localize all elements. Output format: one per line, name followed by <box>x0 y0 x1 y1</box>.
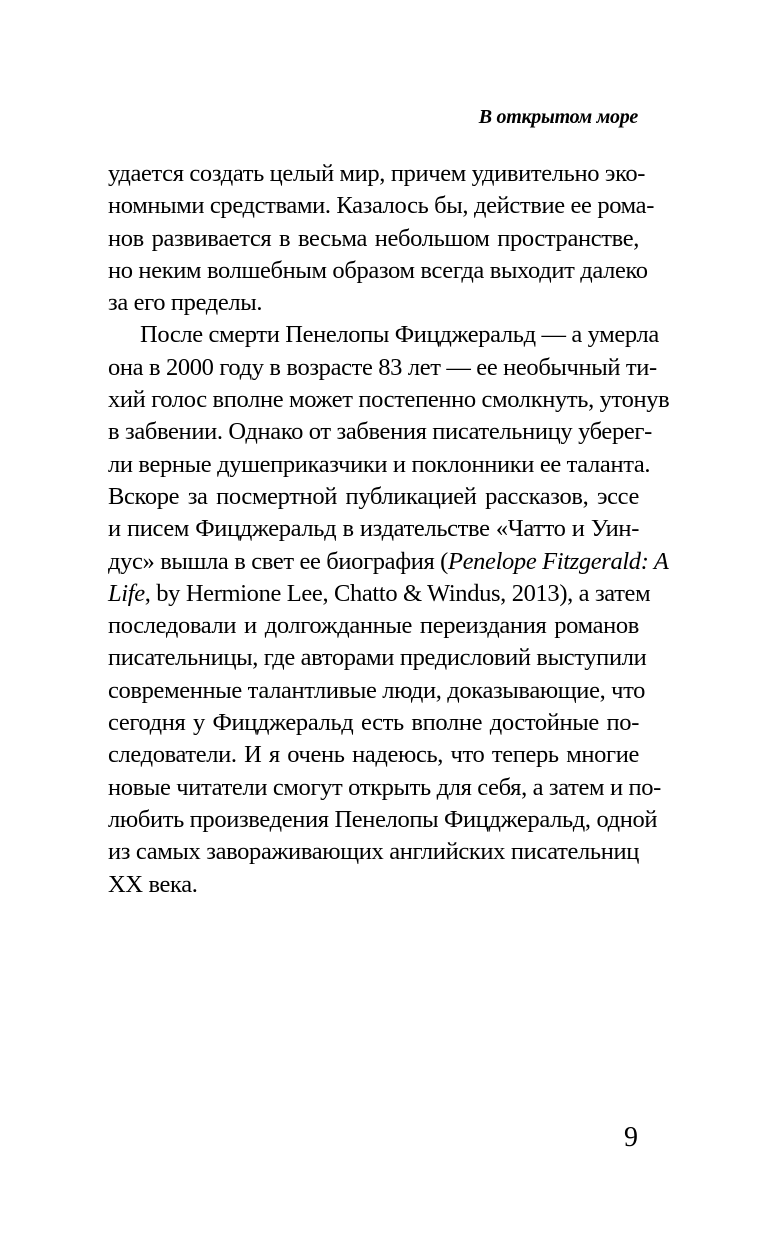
text-run: номными средствами. Казалось бы, действие ее рома- <box>108 192 655 220</box>
text-run: в забвении. Однако от забвения писательницу уберег- <box>108 418 652 446</box>
text-run: новые читатели смогут открыть для себя, а затем и по- <box>108 773 661 801</box>
page-number: 9 <box>624 1122 638 1153</box>
text-line <box>108 449 651 481</box>
text-run: нов развивается в весьма небольшом пространстве, <box>108 224 639 252</box>
text-run: и писем Фицджеральд в издательстве «Чатто и Уин- <box>108 515 639 543</box>
text-run: дус» вышла в свет ее биография ( <box>108 547 448 575</box>
text-run: удается создать целый мир, причем удивительно эко- <box>108 160 646 187</box>
text-line <box>108 610 639 642</box>
text-line <box>108 869 639 901</box>
text-line <box>108 707 639 739</box>
text-run: Вскоре за посмертной публикацией рассказов, эссе <box>108 482 639 510</box>
text-line <box>108 804 658 836</box>
running-head: В открытом море <box>478 106 638 128</box>
text-line <box>108 481 639 513</box>
text-run: за его пределы. <box>108 289 263 317</box>
text-line <box>108 190 655 222</box>
text-run: но неким волшебным образом всегда выходит далеко <box>108 256 648 284</box>
italic-text: Life <box>108 579 145 607</box>
text-run: хий голос вполне может постепенно смолкнуть, утонув <box>108 386 670 414</box>
text-run: современные талантливые люди, доказывающие, что <box>108 676 646 704</box>
text-run: любить произведения Пенелопы Фицджеральд, одной <box>108 805 658 833</box>
text-run: из самых завораживающих английских писательниц <box>108 838 639 866</box>
text-run: она в 2000 году в возрасте 83 лет — ее необычный ти- <box>108 353 657 381</box>
text-line <box>108 739 639 771</box>
text-line <box>108 416 652 448</box>
body-text <box>108 158 670 901</box>
italic-text: Penelope Fitzgerald: A <box>448 547 669 575</box>
text-line <box>108 772 661 804</box>
text-line <box>108 255 648 287</box>
text-line <box>108 836 639 868</box>
text-line <box>108 352 657 384</box>
text-line <box>108 319 659 351</box>
text-run: писательницы, где авторами предисловий выступили <box>108 644 647 672</box>
text-line <box>108 384 670 416</box>
text-line <box>108 578 651 610</box>
text-run: сегодня у Фицджеральд есть вполне достойные по- <box>108 709 639 737</box>
text-run: , by Hermione Lee, Chatto & Windus, 2013), а затем <box>144 579 651 607</box>
text-run: последовали и долгожданные переиздания романов <box>108 612 639 640</box>
text-line <box>108 223 639 255</box>
text-line <box>108 158 646 190</box>
text-line <box>108 675 646 707</box>
text-line <box>108 642 647 674</box>
text-run: После смерти Пенелопы Фицджеральд — а умерла <box>140 321 659 349</box>
text-run: ли верные душеприказчики и поклонники ее таланта. <box>108 450 651 478</box>
text-run: следователи. И я очень надеюсь, что теперь многие <box>108 741 639 769</box>
text-line <box>108 513 639 545</box>
text-line <box>108 287 639 319</box>
text-line <box>108 546 669 578</box>
text-run: XX века. <box>108 870 198 898</box>
